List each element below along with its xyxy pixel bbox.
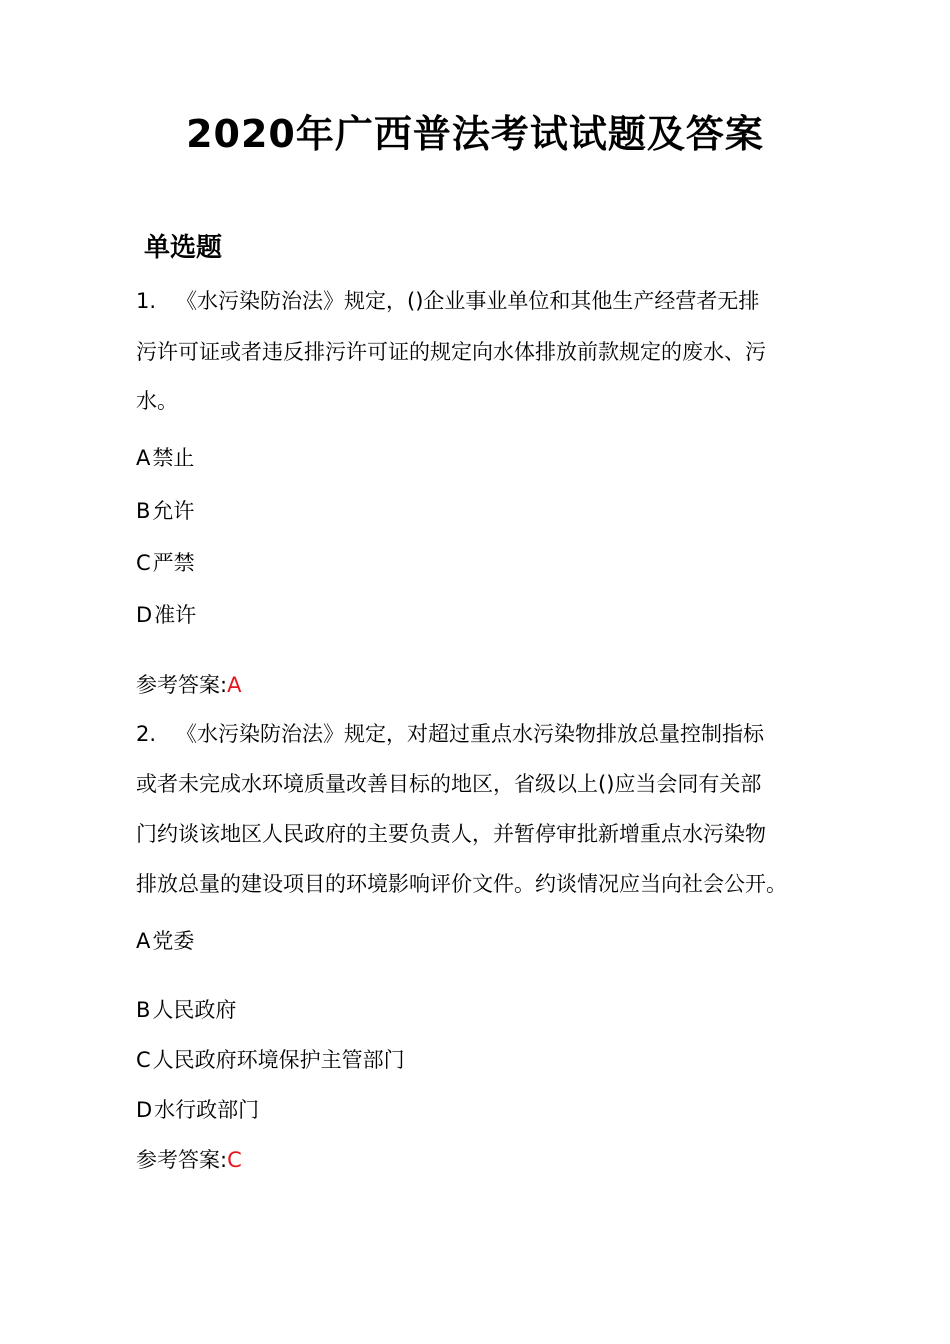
option-text: 准许 <box>154 603 197 627</box>
document-title: 2020年广西普法考试试题及答案 <box>186 112 764 156</box>
option-text: 人民政府环境保护主管部门 <box>152 1048 405 1072</box>
option-text: 水行政部门 <box>154 1098 260 1122</box>
question-2-answer <box>136 1145 242 1175</box>
option-letter: D <box>136 603 153 627</box>
option-text: 人民政府 <box>152 998 237 1022</box>
question-2-option-b <box>136 995 236 1025</box>
option-text: 严禁 <box>152 551 195 575</box>
option-letter: A <box>136 929 151 953</box>
answer-label: 参考答案: <box>136 1148 228 1172</box>
answer-value: A <box>227 673 242 697</box>
option-letter: B <box>136 998 151 1022</box>
question-1-option-a <box>136 443 194 473</box>
question-2-stem-line-1 <box>136 719 764 749</box>
question-1-stem-line-2: 污许可证或者违反排污许可证的规定向水体排放前款规定的废水、污 <box>136 340 766 364</box>
section-title: 单选题 <box>144 233 223 263</box>
option-text: 禁止 <box>152 446 195 470</box>
option-letter: A <box>136 446 151 470</box>
question-2-option-c <box>136 1045 405 1075</box>
option-letter: C <box>136 1048 151 1072</box>
question-2-stem-line-3: 门约谈该地区人民政府的主要负责人，并暂停审批新增重点水污染物 <box>136 822 766 846</box>
question-2-stem-line-2: 或者未完成水环境质量改善目标的地区，省级以上()应当会同有关部 <box>136 772 762 796</box>
answer-label: 参考答案: <box>136 673 228 697</box>
question-2-option-d <box>136 1095 259 1125</box>
question-1-answer <box>136 670 241 700</box>
option-letter: C <box>136 551 151 575</box>
option-text: 党委 <box>152 929 195 953</box>
question-1-stem-line-3: 水。 <box>136 389 178 413</box>
question-text: 《水污染防治法》规定，对超过重点水污染物排放总量控制指标 <box>176 722 764 746</box>
answer-value: C <box>227 1148 242 1172</box>
question-text: 《水污染防治法》规定，()企业事业单位和其他生产经营者无排 <box>176 289 760 313</box>
question-1-option-b <box>136 496 194 526</box>
option-letter: D <box>136 1098 153 1122</box>
question-1-option-d <box>136 600 196 630</box>
question-number: 1. <box>136 289 157 313</box>
question-2-option-a <box>136 926 194 956</box>
question-1-stem-line-1 <box>136 286 759 316</box>
question-2-stem-line-4: 排放总量的建设项目的环境影响评价文件。约谈情况应当向社会公开。 <box>136 872 787 896</box>
option-letter: B <box>136 499 151 523</box>
question-1-option-c <box>136 548 195 578</box>
question-number: 2. <box>136 722 157 746</box>
option-text: 允许 <box>152 499 195 523</box>
